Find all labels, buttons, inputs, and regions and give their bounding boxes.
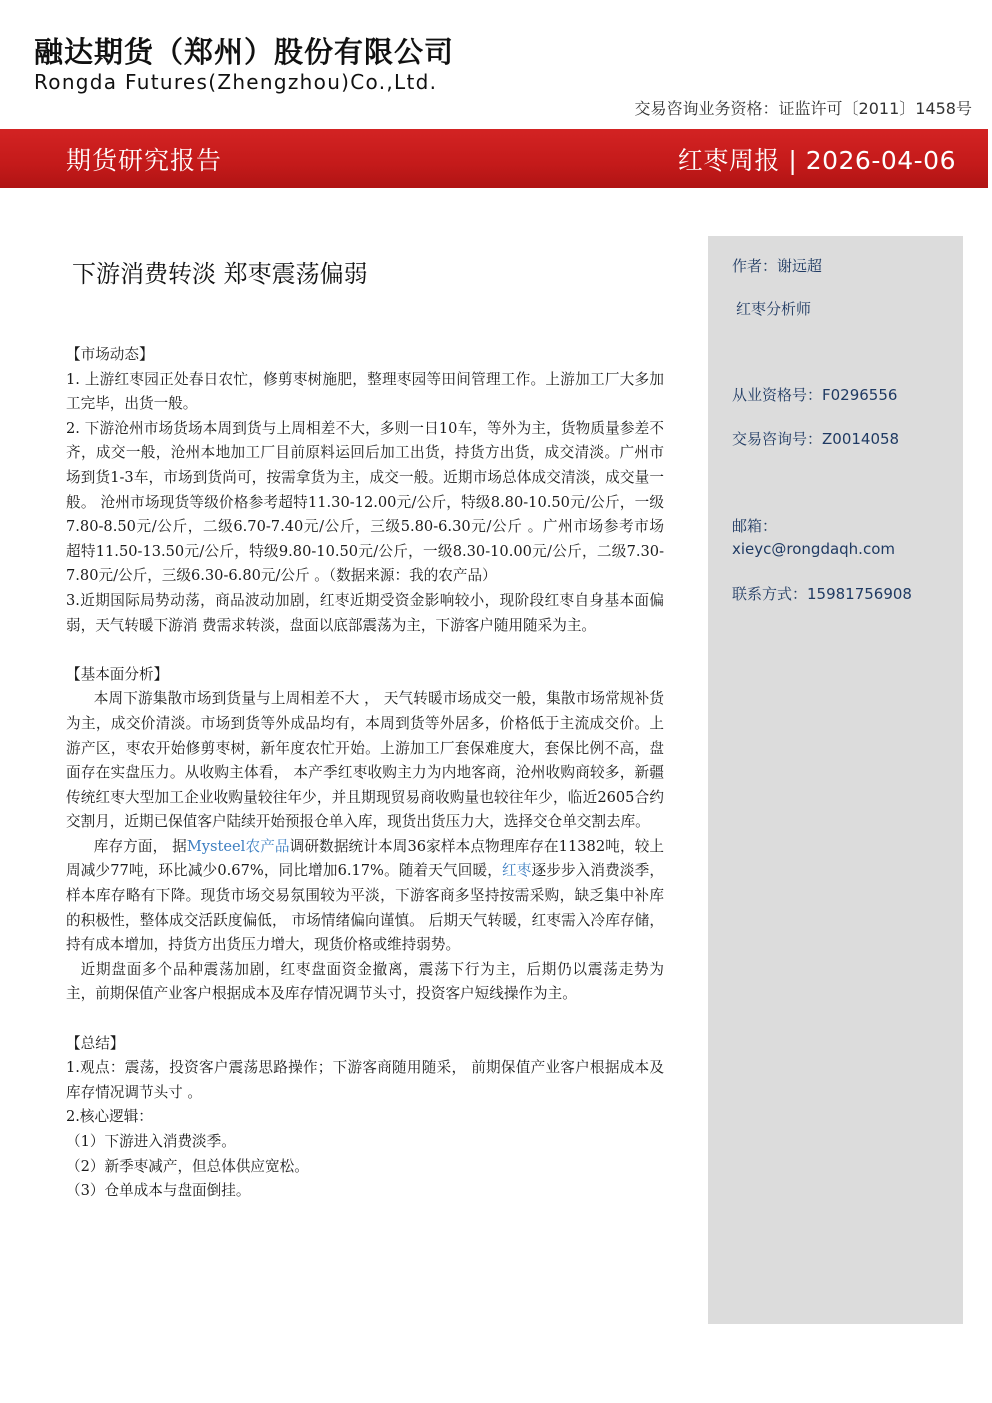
author-name: 作者：谢远超 xyxy=(732,257,823,275)
author-email[interactable]: xieyc@rongdaqh.com xyxy=(732,540,895,558)
report-type: 期货研究报告 xyxy=(66,146,223,175)
inventory-text-b: 调研数据统计本周36家样本点物理库存在11382吨，较上周减少77吨，环比减少0.67%，同比增加6.17%。随着天气回暖， xyxy=(66,837,665,880)
author-role: 红枣分析师 xyxy=(736,300,812,318)
fundamental-paragraph-2 xyxy=(66,835,664,958)
summary-point-2: 2.核心逻辑： xyxy=(66,1108,153,1126)
summary-item-1: （1）下游进入消费淡季。 xyxy=(66,1133,236,1150)
report-title: 下游消费转淡 郑枣震荡偏弱 xyxy=(72,260,368,288)
mysteel-link[interactable]: Mysteel农产品 xyxy=(186,837,290,855)
market-point-1: 1. 上游红枣园正处春日农忙，修剪枣树施肥，整理枣园等田间管理工作。上游加工厂大多加工完毕，出货一般。 xyxy=(66,370,664,413)
market-heading: 【市场动态】 xyxy=(66,346,154,363)
summary-item-2: （2）新季枣减产，但总体供应宽松。 xyxy=(66,1157,309,1175)
fundamental-paragraph-3: 近期盘面多个品种震荡加剧，红枣盘面资金撤离，震荡下行为主，后期仍以震荡走势为主，前期保值产业客户根据成本及库存情况调节头寸，投资客户短线操作为主。 xyxy=(66,960,664,1003)
report-body xyxy=(66,343,664,1204)
inventory-text-c: 逐步步入消费淡季，样本库存略有下降。现货市场交易氛围较为平淡，下游客商多坚持按需采购，缺乏集中补库的积极性，整体成交活跃度偏低， 市场情绪偏向谨慎。 后期天气转暖，红枣需入冷库存储，持有成本增加，持货方出货压力增大，现货价格或维持弱势。 xyxy=(66,862,664,954)
email-label: 邮箱： xyxy=(732,517,778,535)
company-name-en: Rongda Futures(Zhengzhou)Co.,Ltd. xyxy=(34,70,438,94)
author-phone: 联系方式：15981756908 xyxy=(732,585,912,603)
market-point-2: 2. 下游沧州市场货场本周到货与上周相差不大，多则一日10车，等外为主，货物质量参差不齐，成交一般，沧州本地加工厂目前原料运回后加工出货，持货方出货，成交清淡。广州市场到货1-3车，市场到货尚可，按需拿货为主，成交一般。近期市场总体成交清淡，成交量一般。 沧州市场现货等级价格参考超特11.30-12.00元/公斤，特级8.80-10.50元/公斤，一级7.80-8.50元/公斤，二级6.70-7.40元/公斤，三级5.80-6.30元/公斤 。广州市场参考市场 超特11.50-13.50元/公斤，特级9.80-10.50元/公斤，一级8.30-10.00元/公斤，二级7.30-7.80元/公斤，三级6.30-6.80元/公斤 。（数据来源：我的农产品） xyxy=(66,419,664,585)
jujube-link[interactable]: 红枣 xyxy=(501,862,532,880)
summary-item-3: （3）仓单成本与盘面倒挂。 xyxy=(66,1182,251,1200)
report-name-date: 红枣周报 | 2026-04-06 xyxy=(677,146,956,175)
summary-point-1: 1.观点：震荡，投资客户震荡思路操作；下游客商随用随采， 前期保值产业客户根据成本及库存情况调节头寸 。 xyxy=(66,1059,664,1101)
author-sidebar xyxy=(708,236,963,1324)
summary-heading: 【总结】 xyxy=(66,1034,125,1052)
inventory-text-a: 库存方面， 据 xyxy=(93,837,187,855)
report-banner xyxy=(0,129,988,188)
fundamental-paragraph-1: 本周下游集散市场到货量与上周相差不大 ， 天气转暖市场成交一般，集散市场常规补货为主，成交价清淡。市场到货等外成品均有，本周到货等外居多，价格低于主流成交价。上游产区，枣农开始修剪枣树，新年度农忙开始。上游加工厂套保难度大，套保比例不高，盘面存在实盘压力。从收购主体看， 本产季红枣收购主力为内地客商，沧州收购商较多，新疆传统红枣大型加工企业收购量较往年少，并且期现贸易商收购量也较往年少，临近2605合约交割月，近期已保值客户陆续开始预报仓单入库，现货出货压力大，选择交仓单交割去库。 xyxy=(66,690,664,831)
author-consult-id: 交易咨询号：Z0014058 xyxy=(732,430,900,448)
license-info: 交易咨询业务资格：证监许可〔2011〕1458号 xyxy=(634,99,972,118)
market-point-3: 3.近期国际局势动荡，商品波动加剧，红枣近期受资金影响较小，现阶段红枣自身基本面偏弱，天气转暖下游消 费需求转淡，盘面以底部震荡为主，下游客户随用随采为主。 xyxy=(66,591,664,634)
fundamental-heading: 【基本面分析】 xyxy=(66,665,169,683)
company-name-cn: 融达期货（郑州）股份有限公司 xyxy=(34,35,455,69)
author-cert: 从业资格号：F0296556 xyxy=(732,386,898,404)
